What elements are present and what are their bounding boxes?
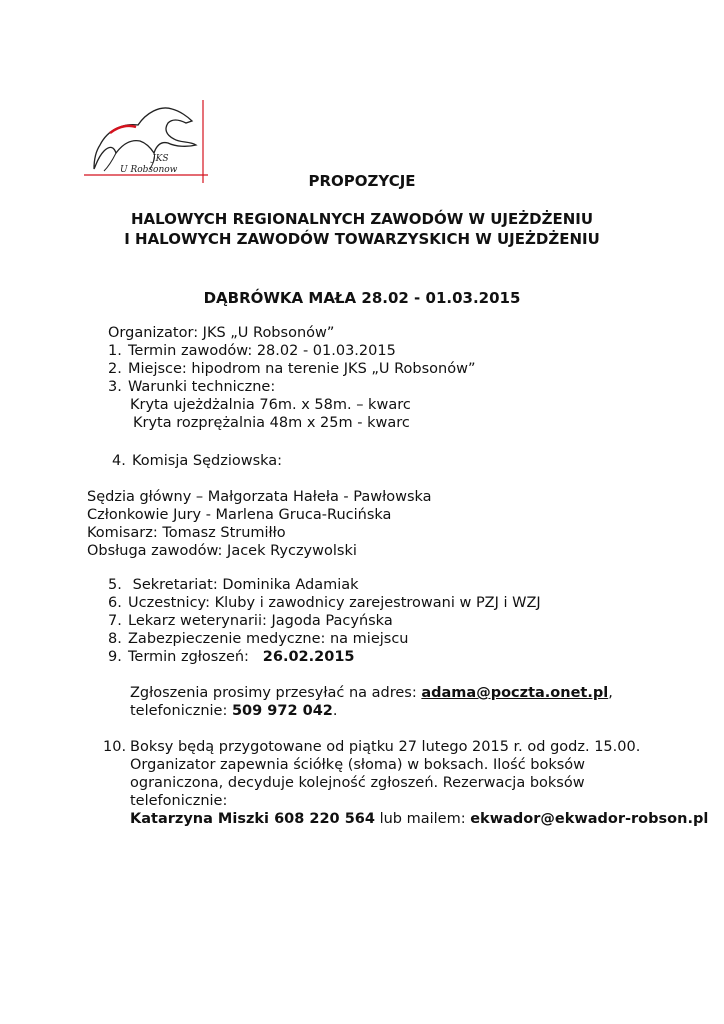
jury-service: Obsługa zawodów: Jacek Ryczywolski [87, 543, 357, 559]
list-item-10 [103, 738, 640, 756]
list-item-text: Warunki techniczne: [128, 379, 276, 395]
list-item-text: Uczestnicy: Kluby i zawodnicy zarejestrowani w PZJ i WZJ [128, 595, 541, 611]
list-item-9 [108, 648, 355, 666]
entries-email-line [130, 684, 613, 702]
list-number: 5. [108, 577, 122, 593]
deadline-date: 26.02.2015 [262, 649, 355, 665]
list-number: 10. [103, 739, 127, 755]
contact-name-phone: Katarzyna Miszki 608 220 564 [130, 811, 375, 827]
list-number: 8. [108, 631, 122, 647]
entries-phone-prefix: telefonicznie: [130, 703, 232, 719]
list-item-2 [108, 360, 475, 378]
list-item-text: Komisja Sędziowska: [132, 453, 283, 469]
logo-text-robsonow: U Robsonow [120, 165, 178, 175]
list-item-text: Lekarz weterynarii: Jagoda Pacyńska [128, 613, 393, 629]
entries-phone: 509 972 042 [231, 703, 333, 719]
jury-chief-judge: Sędzia główny – Małgorzata Hałeła - Pawłowska [87, 489, 432, 505]
jury-commissioner: Komisarz: Tomasz Strumiłło [87, 525, 286, 541]
entries-prefix: Zgłoszenia prosimy przesyłać na adres: [130, 685, 422, 701]
list-item-8 [108, 630, 408, 648]
list-item-text: Zabezpieczenie medyczne: na miejscu [128, 631, 409, 647]
list-item-text: Boksy będą przygotowane od piątku 27 lutego 2015 r. od godz. 15.00. [130, 739, 641, 755]
list-item-6 [108, 594, 541, 612]
list-item-text: Termin zgłoszeń: [128, 649, 263, 665]
list-item-5 [108, 576, 359, 594]
list-item-text: Sekretariat: Dominika Adamiak [128, 577, 359, 593]
place-and-date: DĄBRÓWKA MAŁA 28.02 - 01.03.2015 [203, 289, 521, 307]
entries-phone-line [130, 702, 337, 720]
subtitle-line-2: I HALOWYCH ZAWODÓW TOWARZYSKICH W UJEŻDŻENIU [124, 230, 600, 248]
entries-phone-suffix: . [332, 703, 338, 719]
boxes-contact-line [130, 810, 708, 828]
list-number: 3. [108, 379, 122, 395]
contact-mid: lub mailem: [374, 811, 471, 827]
list-number: 9. [108, 649, 122, 665]
document-title: PROPOZYCJE [308, 172, 416, 190]
list-number: 1. [108, 343, 122, 359]
entries-suffix: , [608, 685, 613, 701]
list-number: 6. [108, 595, 122, 611]
jury-members: Członkowie Jury - Marlena Gruca-Rucińska [87, 507, 392, 523]
list-number: 2. [108, 361, 122, 377]
organizer-line: Organizator: JKS „U Robsonów” [108, 325, 335, 341]
logo-text-jks: JKS [152, 154, 169, 164]
list-item-3 [108, 378, 275, 396]
list-item-text: Miejsce: hipodrom na terenie JKS „U Robsonów” [128, 361, 476, 377]
list-item-7 [108, 612, 393, 630]
contact-email[interactable]: ekwador@ekwador-robson.pl [470, 811, 709, 827]
tech-warmup-line: Kryta rozprężalnia 48m x 25m - kwarc [133, 415, 410, 431]
boxes-line-2: Organizator zapewnia ściółkę (słoma) w boksach. Ilość boksów [130, 757, 586, 773]
subtitle-line-1: HALOWYCH REGIONALNYCH ZAWODÓW W UJEŻDŻENIU [130, 210, 594, 228]
entries-email-link[interactable]: adama@poczta.onet.pl [421, 685, 609, 701]
list-item-4 [112, 452, 282, 470]
list-item-1 [108, 342, 396, 360]
boxes-line-4: telefonicznie: [130, 793, 228, 809]
list-number: 4. [112, 453, 126, 469]
boxes-line-3: ograniczona, decyduje kolejność zgłoszeń. Rezerwacja boksów [130, 775, 585, 791]
list-item-text: Termin zawodów: 28.02 - 01.03.2015 [128, 343, 396, 359]
list-number: 7. [108, 613, 122, 629]
tech-arena-line: Kryta ujeżdżalnia 76m. x 58m. – kwarc [130, 397, 411, 413]
